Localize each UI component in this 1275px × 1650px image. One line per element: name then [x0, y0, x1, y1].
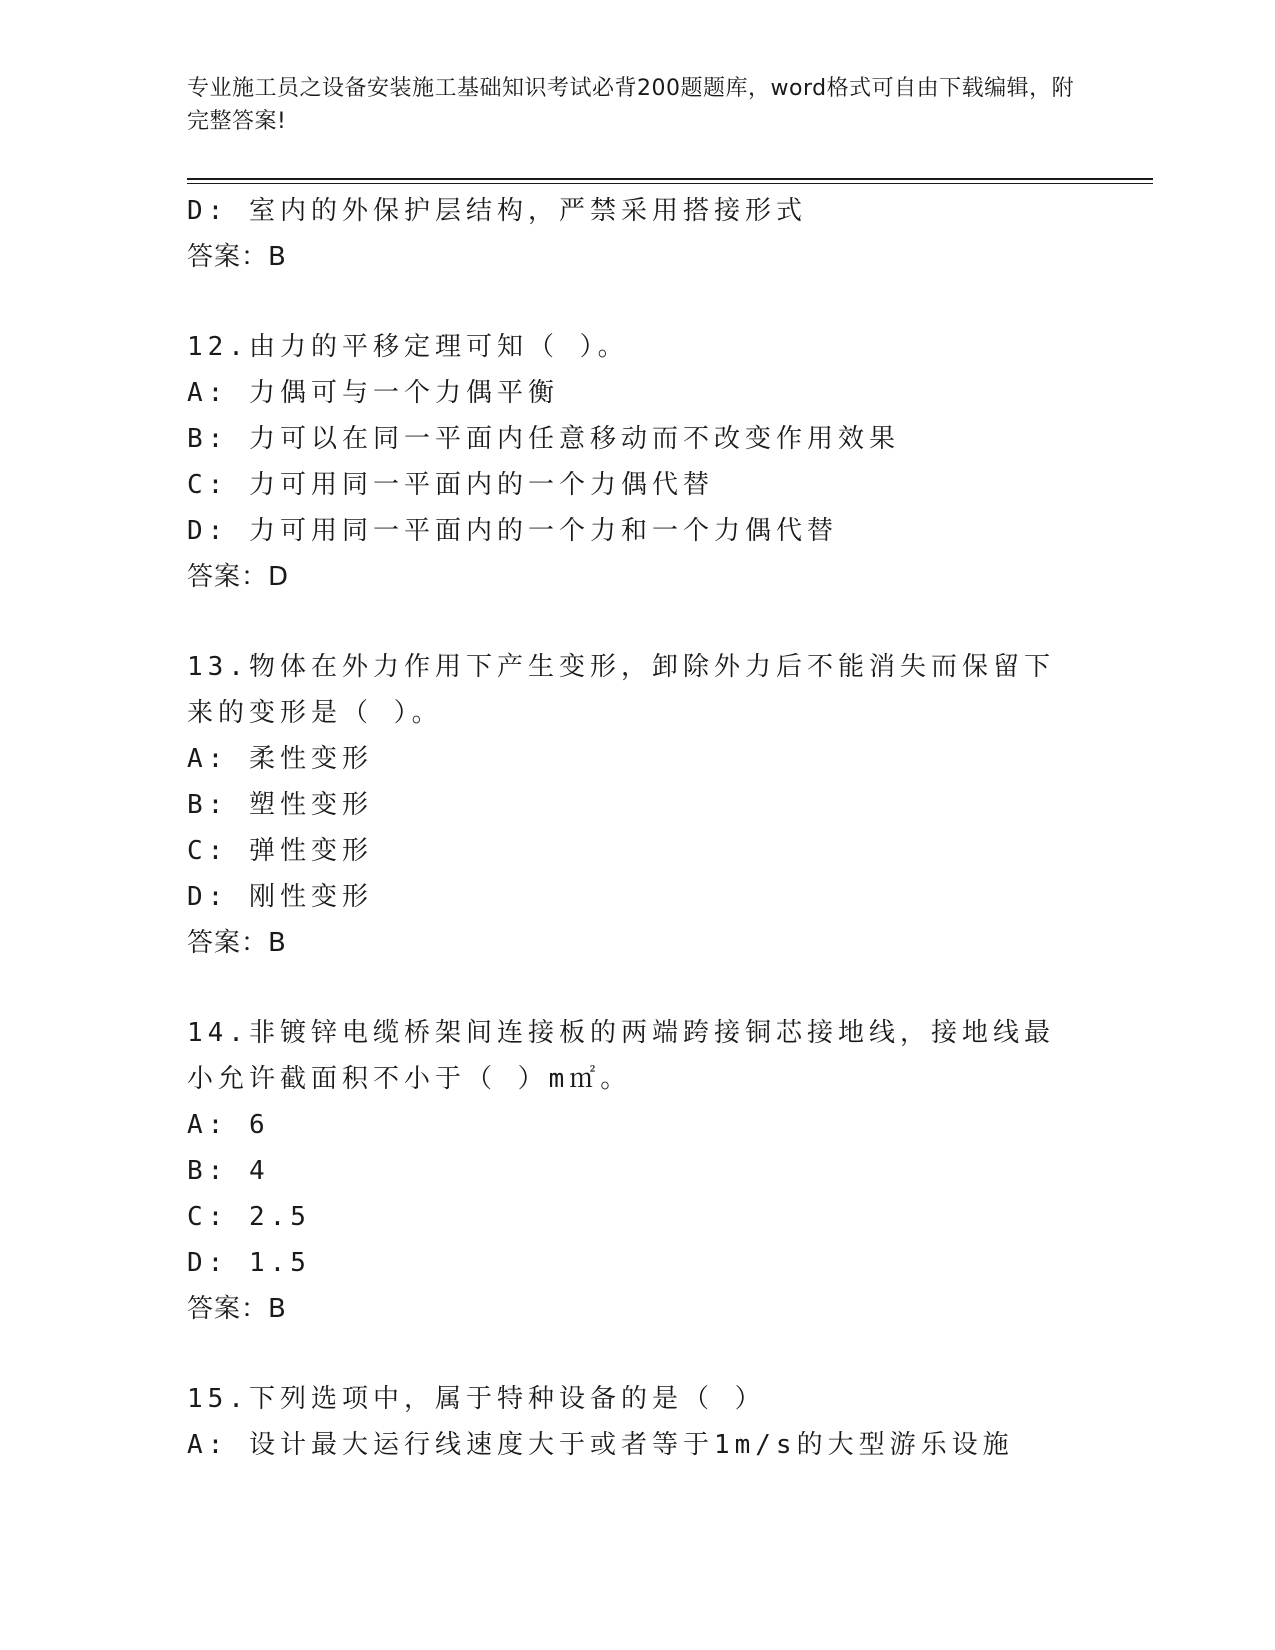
- question-list: [187, 188, 1087, 1468]
- answer-line: 答案：B: [187, 928, 287, 958]
- option-c: C: 弹性变形: [187, 836, 373, 866]
- option-a: A: 柔性变形: [187, 744, 373, 774]
- question-12: [187, 324, 1087, 600]
- option-a: A: 设计最大运行线速度大于或者等于1m/s的大型游乐设施: [187, 1430, 1014, 1460]
- question-stem: 14.非镀锌电缆桥架间连接板的两端跨接铜芯接地线，接地线最小允许截面积不小于（ ）m㎡。: [187, 1018, 1055, 1094]
- document-title: 专业施工员之设备安装施工基础知识考试必背200题题库，word格式可自由下载编辑，附完整答案!: [187, 76, 1075, 134]
- continued-question: [187, 188, 1087, 280]
- answer-line: 答案：B: [187, 242, 287, 272]
- document-header: [187, 72, 1087, 138]
- option-c: C: 力可用同一平面内的一个力偶代替: [187, 470, 714, 500]
- option-b: B: 力可以在同一平面内任意移动而不改变作用效果: [187, 424, 900, 454]
- option-d: D: 刚性变形: [187, 882, 373, 912]
- option-d: D: 力可用同一平面内的一个力和一个力偶代替: [187, 516, 838, 546]
- answer-line: 答案：D: [187, 562, 290, 592]
- question-14: [187, 1010, 1087, 1332]
- spacer: [187, 280, 1087, 324]
- header-divider-thick: [187, 178, 1153, 180]
- option-a: A: 6: [187, 1110, 270, 1140]
- option-d: D: 1.5: [187, 1248, 311, 1278]
- option-b: B: 塑性变形: [187, 790, 373, 820]
- spacer: [187, 600, 1087, 644]
- header-divider-thin: [187, 183, 1153, 184]
- question-15: [187, 1376, 1087, 1468]
- spacer: [187, 1332, 1087, 1376]
- question-13: [187, 644, 1087, 966]
- answer-line: 答案：B: [187, 1294, 287, 1324]
- spacer: [187, 966, 1087, 1010]
- option-c: C: 2.5: [187, 1202, 311, 1232]
- question-stem: 12.由力的平移定理可知（ ）。: [187, 332, 629, 362]
- question-stem: 13.物体在外力作用下产生变形，卸除外力后不能消失而保留下来的变形是（ ）。: [187, 652, 1055, 728]
- question-stem: 15.下列选项中，属于特种设备的是（ ）: [187, 1384, 766, 1414]
- option-d: D: 室内的外保护层结构，严禁采用搭接形式: [187, 196, 807, 226]
- option-a: A: 力偶可与一个力偶平衡: [187, 378, 559, 408]
- option-b: B: 4: [187, 1156, 270, 1186]
